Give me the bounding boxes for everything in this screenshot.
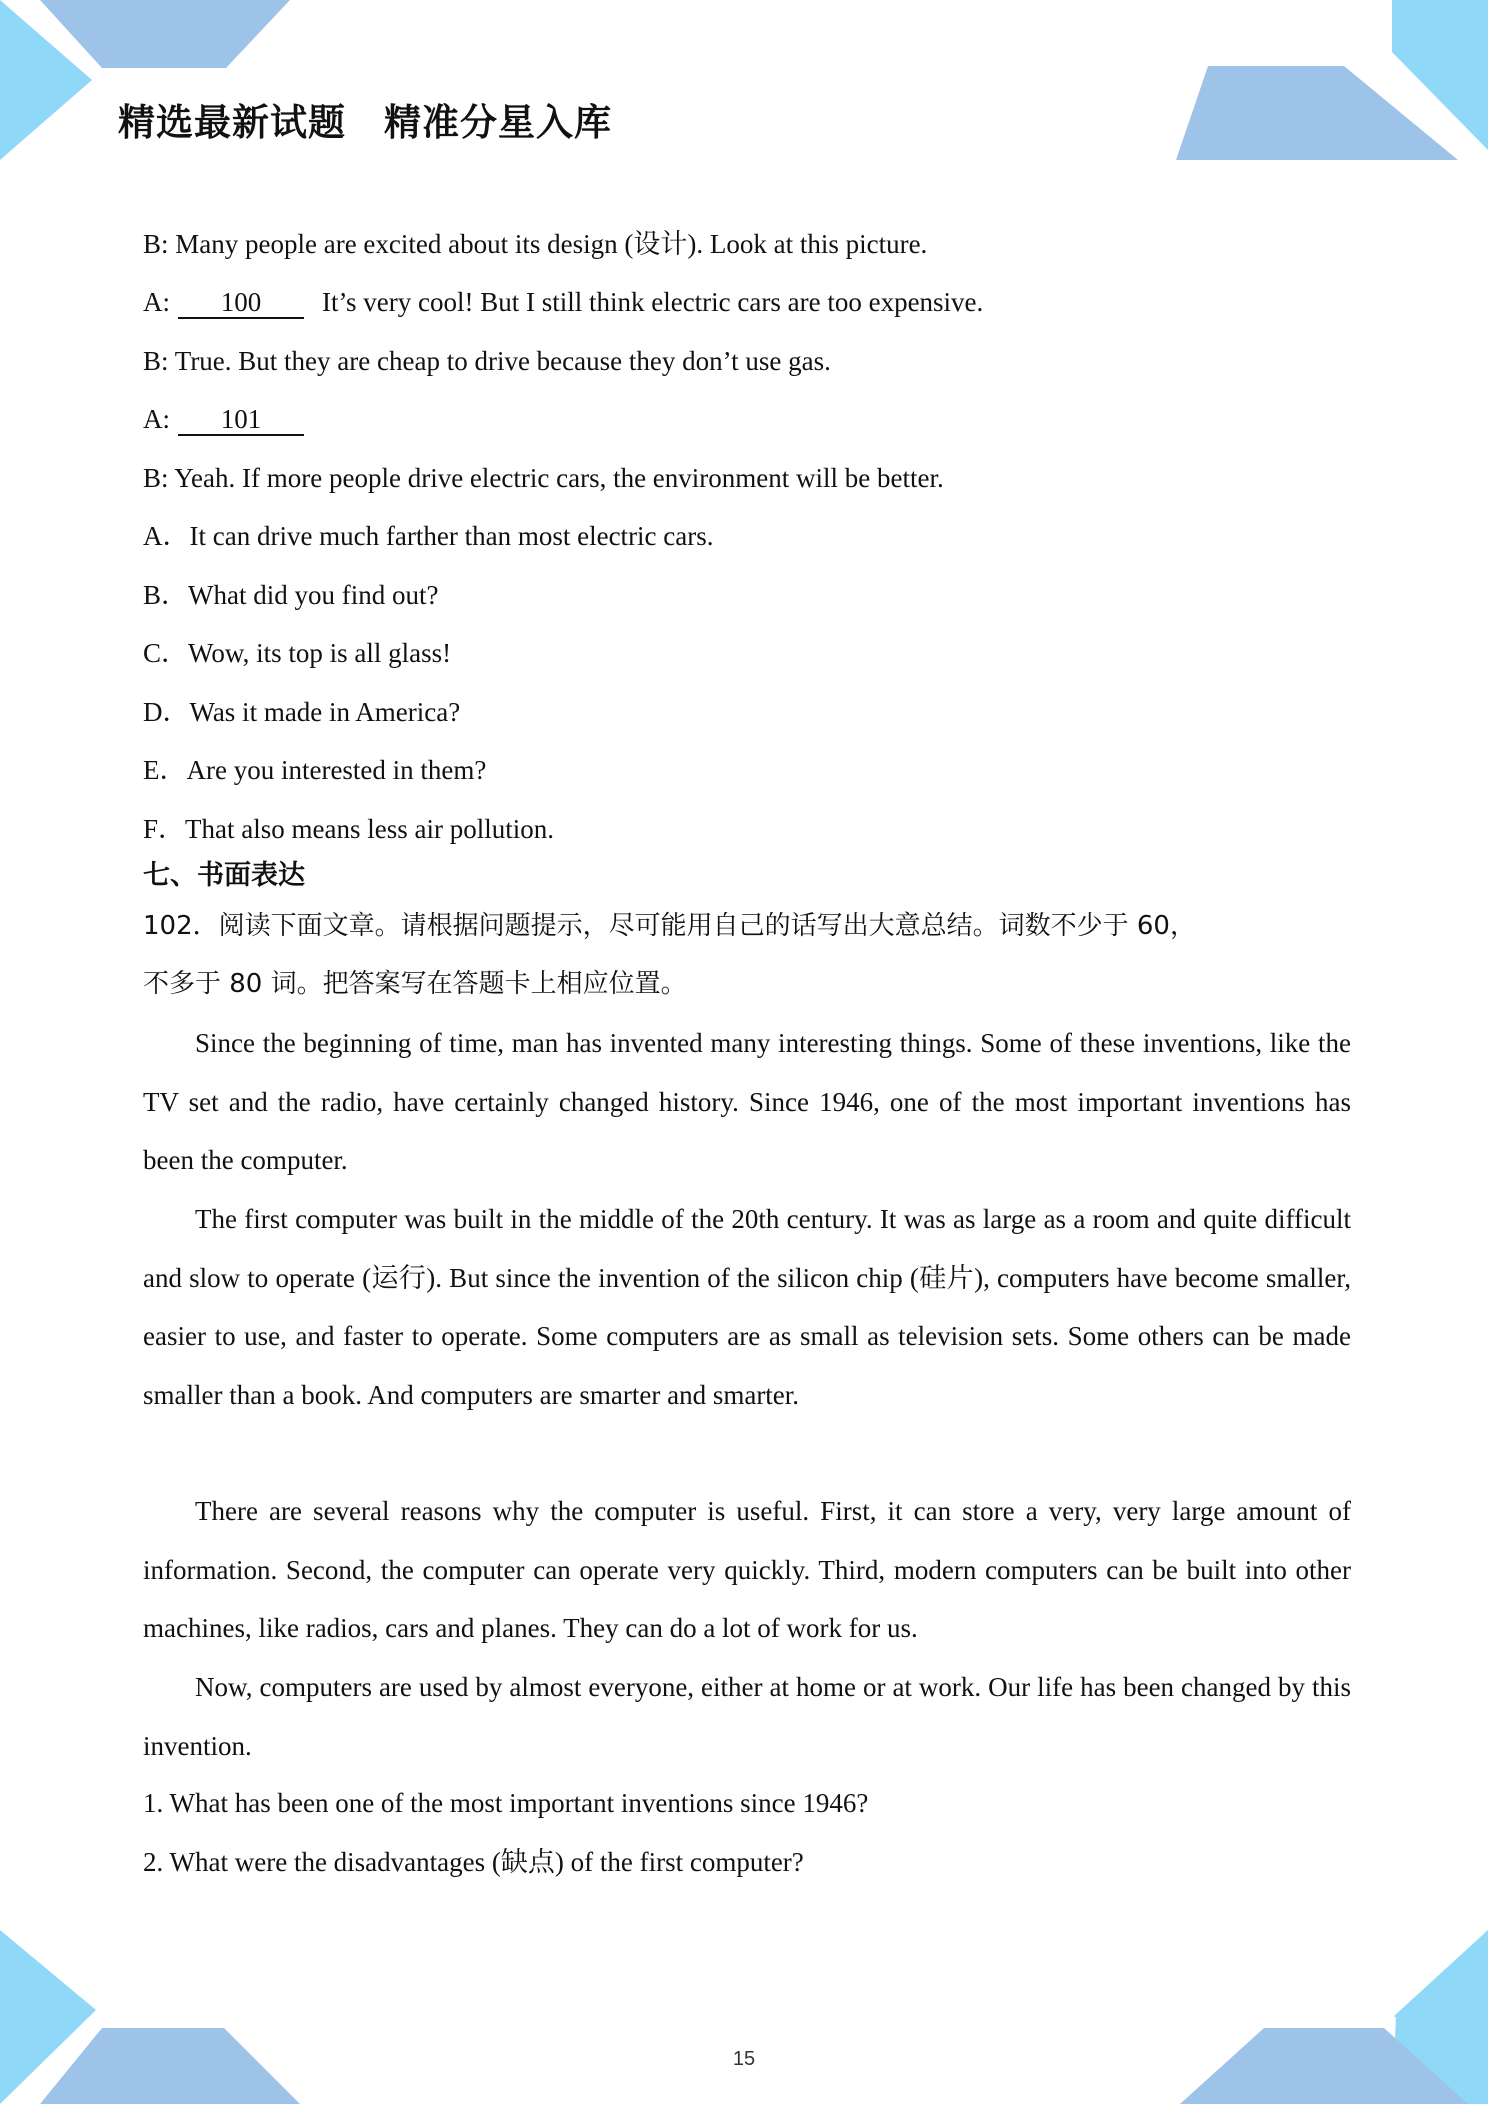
question-instruction: 不多于 80 词。把答案写在答题卡上相应位置。 [143, 969, 687, 999]
bottom-left-decoration [0, 1930, 310, 2104]
page-number: 15 [732, 2048, 756, 2070]
answer-blank[interactable]: 100 [178, 287, 304, 319]
option-item: F．That also means less air pollution. [143, 814, 554, 844]
option-item: C．Wow, its top is all glass! [143, 638, 452, 668]
prompt-question: 1. What has been one of the most important inventions since 1946? [143, 1788, 869, 1818]
header-title: 精选最新试题 精准分星入库 [118, 101, 612, 144]
passage-paragraph: Since the beginning of time, man has invented many interesting things. Some of these inventions, like the TV set and the radio, have certainly changed history. Since 1946, one of the most important inventions has been the computer. [143, 1028, 1351, 1175]
passage-paragraph: Now, computers are used by almost everyone, either at home or at work. Our life has been changed by this invention. [143, 1672, 1351, 1761]
section-title: 七、书面表达 [143, 860, 305, 891]
dialogue-line: B: Yeah. If more people drive electric cars, the environment will be better. [143, 463, 944, 493]
dialogue-line: B: Many people are excited about its design (设计). Look at this picture. [143, 229, 928, 259]
dialogue-line [143, 401, 1351, 437]
option-item: E．Are you interested in them? [143, 755, 487, 785]
option-item: D．Was it made in America? [143, 697, 461, 727]
speaker-label: A: [143, 404, 170, 434]
passage-paragraph: The first computer was built in the middle of the 20th century. It was as large as a room and quite difficult and slow to operate (运行). But since the invention of the silicon chip (硅片), computers have become smaller, easier to use, and faster to operate. Some computers are as small as television sets. Some others can be made smaller than a book. And computers are smarter and smarter. [143, 1204, 1351, 1410]
option-item: B．What did you find out? [143, 580, 439, 610]
answer-blank[interactable]: 101 [178, 404, 304, 436]
prompt-question: 2. What were the disadvantages (缺点) of the first computer? [143, 1847, 804, 1877]
dialogue-text: It’s very cool! But I still think electric cars are too expensive. [322, 287, 984, 317]
dialogue-line [143, 284, 1351, 320]
bottom-right-decoration [1180, 1930, 1488, 2104]
option-item: A．It can drive much farther than most electric cars. [143, 521, 714, 551]
speaker-label: A: [143, 287, 170, 317]
passage-paragraph: There are several reasons why the computer is useful. First, it can store a very, very large amount of information. Second, the computer can operate very quickly. Third, modern computers can be built into other machines, like radios, cars and planes. They can do a lot of work for us. [143, 1496, 1351, 1643]
question-instruction: 102．阅读下面文章。请根据问题提示，尽可能用自己的话写出大意总结。词数不少于 60， [143, 911, 1196, 941]
dialogue-line: B: True. But they are cheap to drive because they don’t use gas. [143, 346, 831, 376]
top-right-decoration [1160, 0, 1488, 170]
